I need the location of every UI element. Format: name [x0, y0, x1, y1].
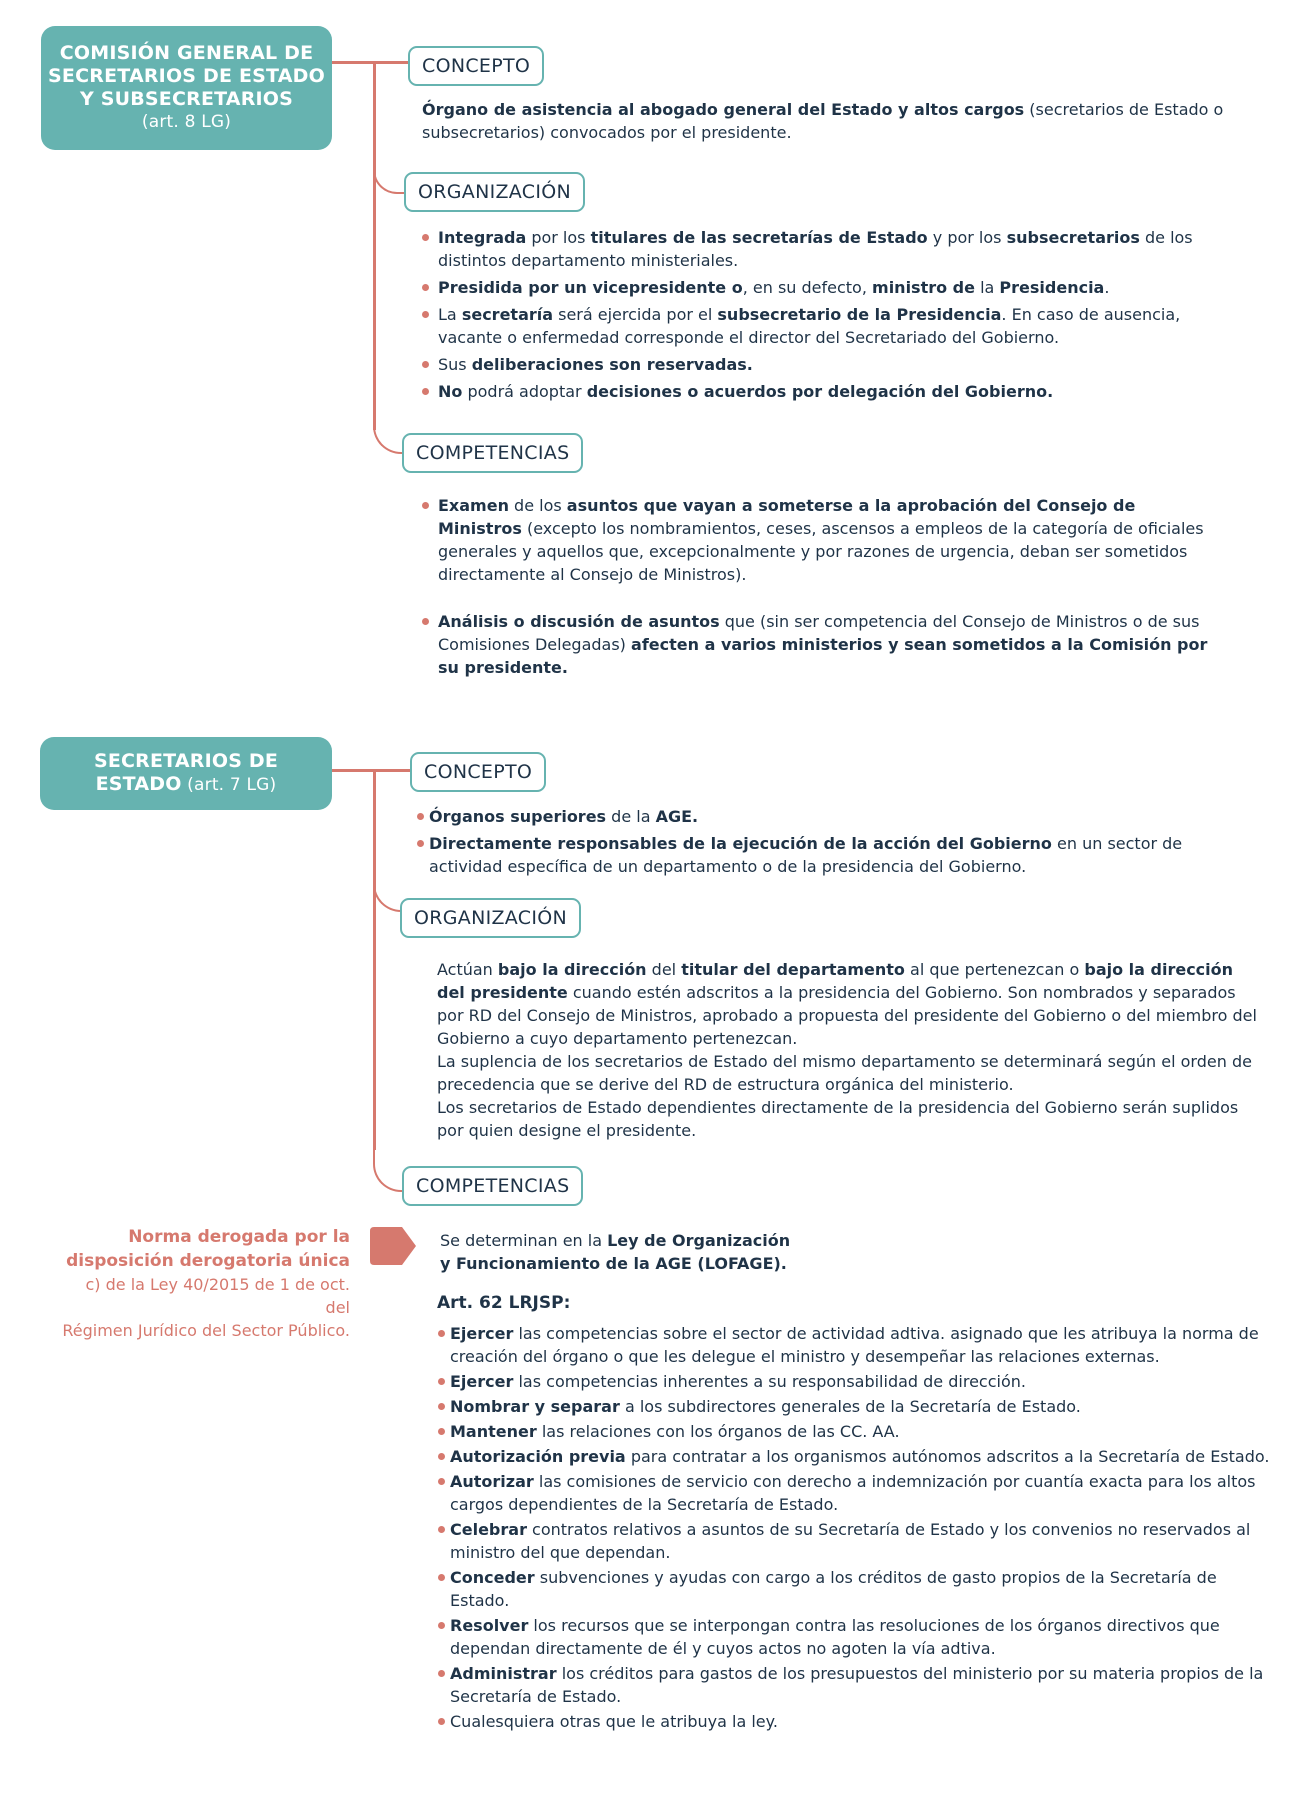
section2-title-bold: ESTADO — [95, 773, 182, 795]
section1-concepto-text — [422, 98, 1257, 144]
bold-text: titular del departamento — [681, 960, 905, 979]
connector-curve — [373, 170, 405, 194]
bold-text: Presidida por un vicepresidente o — [438, 278, 743, 297]
connector-curve — [373, 1140, 405, 1192]
list-item — [420, 276, 1210, 299]
bold-text: AGE. — [655, 807, 699, 826]
bold-text: Examen — [438, 496, 509, 515]
bold-text: Nombrar y separar — [450, 1397, 620, 1416]
paragraph — [437, 1050, 1257, 1096]
section1-competencias-list — [420, 494, 1220, 703]
connector-line — [373, 190, 376, 430]
text-run: Los secretarios de Estado dependientes directamente de la presidencia del Gobierno serán suplidos por quien designe el presidente. — [437, 1098, 1239, 1140]
section1-competencias-tag: COMPETENCIAS — [402, 433, 583, 473]
list-item — [438, 1518, 1278, 1564]
list-item — [438, 1470, 1278, 1516]
list-item — [438, 1614, 1278, 1660]
list-item — [420, 303, 1210, 349]
text-run: La — [438, 305, 462, 324]
note-bold-line: disposición derogatoria única — [66, 1251, 350, 1271]
bold-text: Administrar — [450, 1664, 557, 1683]
text-run: de la — [606, 807, 656, 826]
section2-art-heading: Art. 62 LRJSP: — [437, 1293, 571, 1313]
list-item — [438, 1370, 1278, 1393]
text-run: . — [1104, 278, 1110, 297]
list-item — [417, 805, 1217, 828]
section1-title-box — [41, 26, 332, 150]
note-line: c) de la Ley 40/2015 de 1 de oct. del — [85, 1275, 350, 1317]
section1-title-line: SECRETARIOS DE ESTADO — [48, 65, 325, 87]
section1-title-line: Y SUBSECRETARIOS — [79, 88, 294, 110]
text-run: cuando estén adscritos a la presidencia del Gobierno. Son nombrados y separados por RD del Consejo de Ministros, aprobado a propuesta del presidente del Gobierno o del miembro del Gobierno a cuyo departamento pertenezcan. — [437, 983, 1257, 1048]
bold-text: Integrada — [438, 228, 527, 247]
text-run: será ejercida por el — [553, 305, 718, 324]
bold-text: Análisis o discusión de asuntos — [438, 612, 720, 631]
section2-organizacion-tag: ORGANIZACIÓN — [400, 898, 581, 938]
text-run: subvenciones y ayudas con cargo a los créditos de gasto propios de la Secretaría de Estado. — [450, 1568, 1217, 1610]
bold-text: afecten a varios ministerios y sean sometidos a la Comisión por su presidente. — [438, 635, 1208, 677]
text-run: Cualesquiera otras que le atribuya la ley. — [450, 1712, 778, 1731]
bold-text: Conceder — [450, 1568, 535, 1587]
paragraph — [437, 1096, 1257, 1142]
connector-curve — [373, 420, 403, 454]
list-item — [438, 1710, 1278, 1733]
bold-text: Ley de Organización — [607, 1231, 791, 1250]
bold-text: ministro de — [872, 278, 975, 297]
bold-text: deliberaciones son reservadas. — [471, 355, 753, 374]
text-run: para contratar a los organismos autónomos adscritos a la Secretaría de Estado. — [625, 1447, 1270, 1466]
text-run: de los — [508, 496, 567, 515]
bold-text: Autorizar — [450, 1472, 534, 1491]
text-run: los recursos que se interpongan contra las resoluciones de los órganos directivos que dependan directamente de él y cuyos actos no agoten la vía adtiva. — [450, 1616, 1220, 1658]
bold-text: bajo la dirección del presidente — [437, 960, 1234, 1002]
text-run: La suplencia de los secretarios de Estado del mismo departamento se determinará según el orden de precedencia que se derive del RD de estructura orgánica del ministerio. — [437, 1052, 1252, 1094]
list-item — [438, 1322, 1278, 1368]
text-run: las relaciones con los órganos de las CC. AA. — [536, 1422, 900, 1441]
section2-concepto-tag: CONCEPTO — [410, 752, 546, 792]
paragraph — [437, 958, 1257, 1050]
list-item — [438, 1662, 1278, 1708]
section2-concepto-list — [417, 805, 1217, 882]
section2-title-line1: SECRETARIOS DE — [93, 750, 279, 772]
text-run: . En caso de ausencia, vacante o enfermedad corresponde el director del Secretariado del Gobierno. — [438, 305, 1181, 347]
text-run: que (sin ser competencia del Consejo de Ministros o de sus Comisiones Delegadas) — [438, 612, 1200, 654]
section2-competencias-list — [438, 1322, 1278, 1735]
text-run: Se determinan en la — [440, 1231, 608, 1250]
connector-line — [373, 900, 376, 1150]
text-run: Sus — [438, 355, 472, 374]
list-item — [438, 1445, 1278, 1468]
section1-title-line: COMISIÓN GENERAL DE — [59, 42, 314, 64]
bold-text: Ejercer — [450, 1324, 514, 1343]
section1-title-ref: (art. 8 LG) — [141, 112, 232, 132]
list-item — [420, 494, 1220, 586]
bold-text: decisiones o acuerdos por delegación del Gobierno. — [586, 382, 1054, 401]
text-run: del — [646, 960, 682, 979]
bold-text: Mantener — [450, 1422, 537, 1441]
text-run: , en su defecto, — [742, 278, 873, 297]
section2-organizacion-text — [437, 958, 1257, 1142]
section2-title-ref: (art. 7 LG) — [181, 775, 277, 795]
connector-line — [332, 769, 410, 772]
bold-text: y Funcionamiento de la AGE (LOFAGE). — [440, 1254, 787, 1273]
list-item — [420, 226, 1210, 272]
bold-text: secretaría — [461, 305, 554, 324]
connector-line — [332, 61, 408, 64]
text-run: al que pertenezcan o — [904, 960, 1085, 979]
text-run: por los — [526, 228, 591, 247]
text-run: a los subdirectores generales de la Secretaría de Estado. — [619, 1397, 1081, 1416]
note-line: Régimen Jurídico del Sector Público. — [62, 1321, 350, 1340]
bold-text: subsecretarios — [1006, 228, 1140, 247]
bold-text: Directamente responsables de la ejecución de la acción del Gobierno — [429, 834, 1052, 853]
text-run: en un sector de actividad específica de un departamento o de la presidencia del Gobierno. — [429, 834, 1183, 876]
section2-competencias-intro — [440, 1229, 940, 1275]
note-bold-line: Norma derogada por la — [128, 1227, 350, 1247]
text-run: y por los — [927, 228, 1007, 247]
arrow-right-icon — [370, 1227, 418, 1265]
bold-text: titulares de las secretarías de Estado — [590, 228, 928, 247]
list-item — [420, 610, 1220, 679]
text-run: Actúan — [437, 960, 498, 979]
text-run: las competencias sobre el sector de actividad adtiva. asignado que les atribuya la norma de creación del órgano o que les delegue el ministro y desempeñar las relaciones externas. — [450, 1324, 1259, 1366]
section1-organizacion-list — [420, 226, 1210, 407]
text-run: los créditos para gastos de los presupuestos del ministerio por su materia propios de la Secretaría de Estado. — [450, 1664, 1264, 1706]
list-item — [420, 353, 1210, 376]
section2-competencias-tag: COMPETENCIAS — [402, 1166, 583, 1206]
list-item — [438, 1420, 1278, 1443]
bold-text: subsecretario de la Presidencia — [717, 305, 1002, 324]
text-run: la — [974, 278, 1000, 297]
bold-text: Autorización previa — [450, 1447, 626, 1466]
list-item — [420, 380, 1210, 403]
bold-text: Celebrar — [450, 1520, 527, 1539]
text-run: contratos relativos a asuntos de su Secretaría de Estado y los convenios no reservados al ministro del que dependan. — [450, 1520, 1251, 1562]
bold-text: bajo la dirección — [497, 960, 647, 979]
list-item — [438, 1395, 1278, 1418]
concepto-rest: (secretarios de Estado o subsecretarios) convocados por el presidente. — [422, 100, 1224, 142]
derogation-note — [60, 1225, 350, 1342]
section1-concepto-tag: CONCEPTO — [408, 46, 544, 86]
section2-title-box — [40, 737, 332, 810]
text-run: las comisiones de servicio con derecho a indemnización por cuantía exacta para los altos cargos dependientes de la Secretaría de Estado. — [450, 1472, 1256, 1514]
bold-text: Presidencia — [999, 278, 1105, 297]
concepto-bold: Órgano de asistencia al abogado general del Estado y altos cargos — [422, 100, 1025, 119]
section1-organizacion-tag: ORGANIZACIÓN — [404, 172, 585, 212]
bold-text: Resolver — [450, 1616, 529, 1635]
text-run: podrá adoptar — [462, 382, 587, 401]
bold-text: No — [438, 382, 463, 401]
text-run: (excepto los nombramientos, ceses, ascensos a empleos de la categoría de oficiales generales y aquellos que, excepcionalmente y por razones de urgencia, deban ser sometidos directamente al Consejo de Ministros). — [438, 519, 1204, 584]
list-item — [438, 1566, 1278, 1612]
bold-text: asuntos que vayan a someterse a la aprobación del Consejo de Ministros — [438, 496, 1136, 538]
text-run: las competencias inherentes a su responsabilidad de dirección. — [513, 1372, 1026, 1391]
text-run: de los distintos departamento ministeriales. — [438, 228, 1193, 270]
list-item — [417, 832, 1217, 878]
bold-text: Ejercer — [450, 1372, 514, 1391]
bold-text: Órganos superiores — [429, 807, 607, 826]
